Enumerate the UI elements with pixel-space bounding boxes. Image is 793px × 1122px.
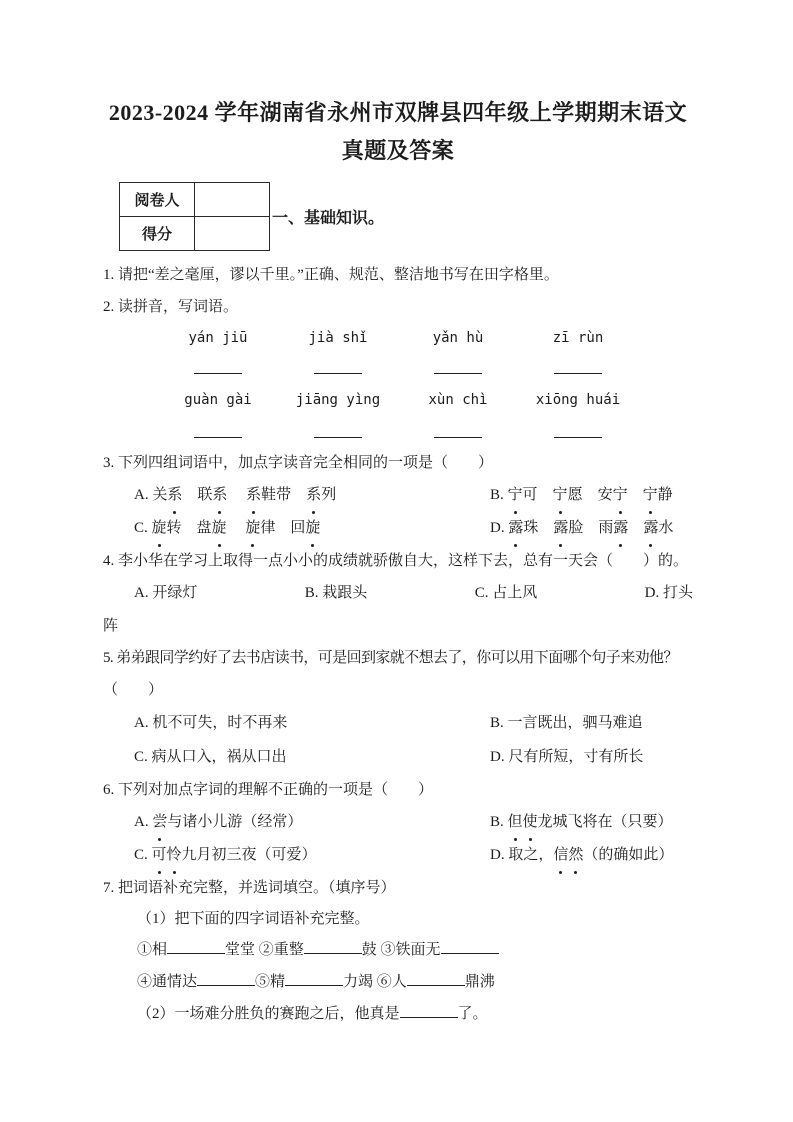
q4-option-a: A. 开绿灯 [134, 585, 198, 601]
emphasis-dotted-char: 可 [152, 839, 167, 872]
emphasis-dotted-char: 系 [167, 479, 182, 512]
emphasis-dotted-char: 旋 [245, 512, 260, 545]
answer-blank-line [194, 357, 242, 374]
emphasis-dotted-char: 尝 [152, 806, 167, 839]
q3-option-a: A. 关系 联系 系鞋带 系列 [134, 479, 490, 512]
emphasis-dotted-char: 旋 [305, 512, 320, 545]
q7-sub1-text: （1）把下面的四字词语补充完整。 [137, 911, 370, 927]
question-7-text: 7. 把词语补充完整，并选词填空。（填序号） [103, 880, 396, 896]
pinyin-yan-hu: yǎn hù [432, 330, 484, 346]
q4-option-c: C. 占上风 [474, 585, 538, 601]
question-3-options [103, 479, 693, 545]
emphasis-dotted-char: 宁 [553, 479, 568, 512]
answer-blank-line [314, 421, 362, 438]
emphasis-dotted-char: 系 [246, 479, 261, 512]
q4-option-b: B. 栽跟头 [304, 585, 368, 601]
question-5-options [103, 706, 693, 774]
emphasis-dotted-char: 宁 [613, 479, 628, 512]
grader-value-cell [195, 183, 270, 217]
fill-in-blank-line [304, 938, 362, 954]
page-title-line1: 2023-2024 学年湖南省永州市双牌县四年级上学期期末语文 [108, 100, 688, 125]
q3-option-b: B. 宁可 宁愿 安宁 宁静 [490, 479, 693, 512]
question-5-text: 5. 弟弟跟同学约好了去书店读书，可是回到家就不想去了，你可以用下面哪个句子来劝他？ [103, 650, 678, 666]
pinyin-guan-gai: guàn gài [184, 392, 252, 408]
answer-underlines-row-2 [158, 421, 638, 439]
score-label-cell: 得分 [120, 217, 195, 251]
q7-fill-line-2: ④通情达 ⑤精 力竭 ⑥人 鼎沸 [103, 966, 693, 998]
emphasis-dotted-char: 旋 [152, 512, 167, 545]
section1-heading: 一、基础知识。 [272, 210, 385, 227]
question-1-text: 1. 请把“差之毫厘，谬以千里。”正确、规范、整洁地书写在田字格里。 [103, 267, 559, 283]
fill-in-blank-line [407, 970, 465, 986]
q6-option-a: A. 尝与诸小儿游（经常） [134, 806, 490, 839]
pinyin-xun-chi: xùn chì [428, 392, 488, 408]
emphasis-dotted-char: 系 [306, 479, 321, 512]
answer-blank-line [434, 421, 482, 438]
fill-in-blank-line [285, 970, 343, 986]
emphasis-dotted-char: 系 [212, 479, 227, 512]
question-6-text: 6. 下列对加点字词的理解不正确的一项是（ ） [103, 782, 434, 798]
score-value-cell [195, 217, 270, 251]
question-3-text: 3. 下列四组词语中，加点字读音完全相同的一项是（ ） [103, 455, 494, 471]
emphasis-dotted-char: 使 [523, 806, 538, 839]
q5-option-b: B. 一言既出，驷马难追 [490, 715, 643, 731]
q6-option-b: B. 但使龙城飞将在（只要） [490, 806, 693, 839]
answer-blank-line [434, 357, 482, 374]
q6-option-d: D. 取之，信然（的确如此） [490, 839, 693, 872]
pinyin-yan-jiu: yán jiū [188, 330, 248, 346]
pinyin-row-2 [158, 389, 638, 411]
emphasis-dotted-char: 露 [508, 512, 523, 545]
emphasis-dotted-char: 然 [568, 839, 583, 872]
pinyin-jiang-ying: jiāng yìng [295, 392, 381, 408]
question-4-text: 4. 李小华在学习上取得一点小小的成绩就骄傲自大，这样下去，总有一天会（ ）的。 [103, 553, 689, 569]
pinyin-xiong-huai: xiōng huái [535, 392, 621, 408]
answer-underlines-row-1 [158, 357, 638, 375]
score-table-row-grader [120, 183, 270, 217]
q4-option-d: D. 打头 [644, 585, 693, 601]
score-table-row-score [120, 217, 270, 251]
emphasis-dotted-char: 露 [643, 512, 658, 545]
score-table [119, 182, 270, 251]
page-title-line2: 真题及答案 [341, 138, 455, 163]
answer-blank-line [314, 357, 362, 374]
q7-fill-line-1: ①相 堂堂 ②重整 鼓 ③铁面无 [103, 934, 693, 966]
q6-option-c: C. 可怜九月初三夜（可爱） [134, 839, 490, 872]
fill-in-blank-line [441, 938, 499, 954]
fill-in-blank-line [400, 1002, 458, 1018]
answer-blank-line [554, 421, 602, 438]
pinyin-jia-shi: jià shǐ [308, 330, 368, 346]
grader-label-cell: 阅卷人 [120, 183, 195, 217]
question-6-options [103, 806, 693, 872]
question-5-paren: （ ） [103, 682, 164, 698]
q5-option-c: C. 病从口入，祸从口出 [134, 749, 287, 765]
emphasis-dotted-char: 宁 [643, 479, 658, 512]
question-4-options [103, 577, 693, 610]
q4-option-d-wrap: 阵 [103, 618, 119, 634]
question-2-text: 2. 读拼音，写词语。 [103, 299, 239, 315]
q3-option-d: D. 露珠 露脸 雨露 露水 [490, 512, 693, 545]
q5-option-a: A. 机不可失，时不再来 [134, 715, 288, 731]
emphasis-dotted-char: 露 [553, 512, 568, 545]
answer-blank-line [554, 357, 602, 374]
pinyin-row-1 [158, 327, 638, 349]
q7-sub2-text: （2）一场难分胜负的赛跑之后，他真是 了。 [103, 998, 693, 1030]
emphasis-dotted-char: 信 [553, 839, 568, 872]
emphasis-dotted-char: 旋 [212, 512, 227, 545]
emphasis-dotted-char: 但 [508, 806, 523, 839]
emphasis-dotted-char: 怜 [167, 839, 182, 872]
answer-blank-line [194, 421, 242, 438]
emphasis-dotted-char: 宁 [508, 479, 523, 512]
q5-option-d: D. 尺有所短，寸有所长 [490, 749, 644, 765]
score-block [119, 182, 693, 251]
fill-in-blank-line [167, 938, 225, 954]
pinyin-zi-run: zī rùn [552, 330, 604, 346]
q3-option-c: C. 旋转 盘旋 旋律 回旋 [134, 512, 490, 545]
fill-in-blank-line [197, 970, 255, 986]
emphasis-dotted-char: 露 [613, 512, 628, 545]
